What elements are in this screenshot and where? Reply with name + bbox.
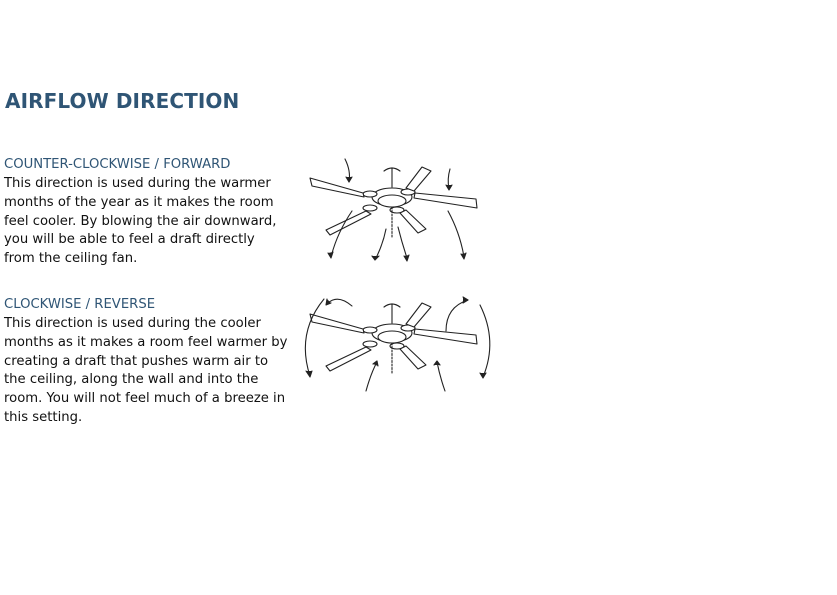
ceiling-fan-downdraft-icon bbox=[300, 155, 500, 265]
section-description: This direction is used during the cooler months as it makes a room feel warmer by creating a draft that pushes warm air to the ceiling, along the wall and into the room. You will not feel much of a breeze in this setting. bbox=[4, 316, 288, 425]
section-description: This direction is used during the warmer months of the year as it makes the room feel cooler. By blowing the air downward, you will be able to feel a draft directly from the ceiling fan. bbox=[4, 176, 277, 267]
section-heading: CLOCKWISE / REVERSE bbox=[4, 297, 156, 312]
section-heading: COUNTER-CLOCKWISE / FORWARD bbox=[4, 157, 231, 172]
ceiling-fan-updraft-icon bbox=[300, 291, 500, 401]
page-title: AIRFLOW DIRECTION bbox=[5, 89, 240, 113]
section-counter-clockwise-forward bbox=[4, 156, 289, 269]
section-clockwise-reverse bbox=[4, 296, 289, 428]
